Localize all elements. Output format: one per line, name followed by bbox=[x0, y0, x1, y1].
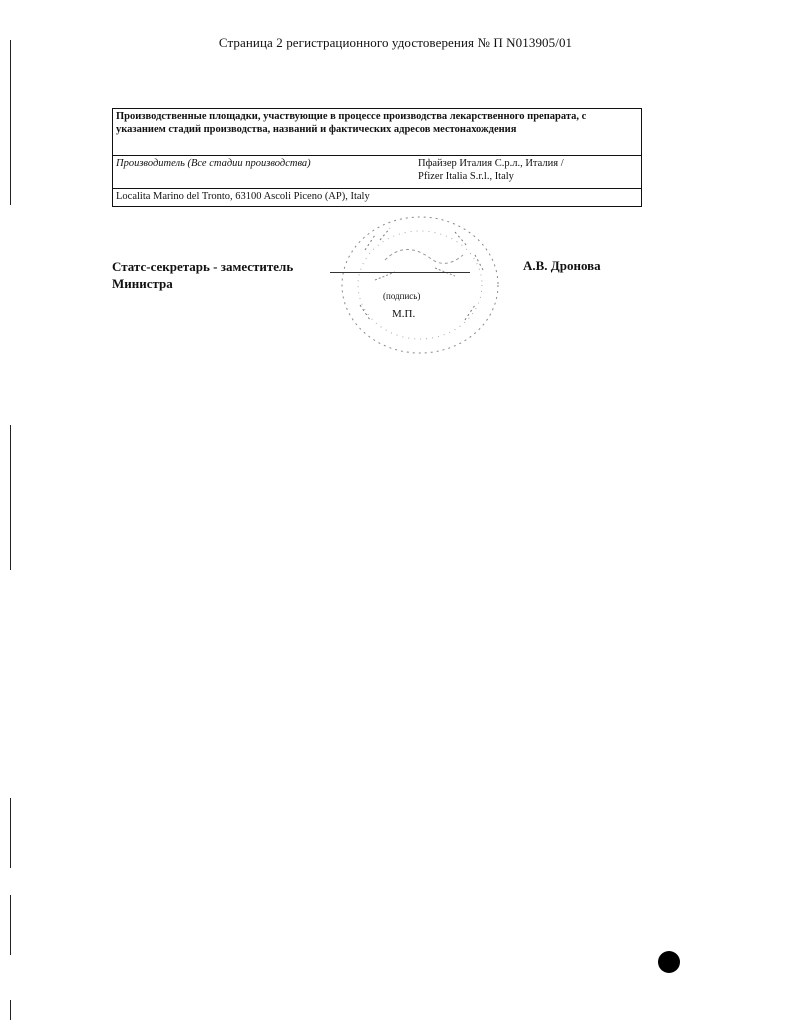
production-sites-table bbox=[112, 108, 642, 207]
scan-edge-artifact bbox=[10, 895, 11, 955]
scan-dot-artifact bbox=[658, 951, 680, 973]
page-header: Страница 2 регистрационного удостоверения № П N013905/01 bbox=[218, 35, 573, 50]
scan-edge-artifact bbox=[10, 40, 11, 205]
signer-name: А.В. Дронова bbox=[523, 258, 601, 273]
manufacturer-name-cell bbox=[415, 156, 642, 189]
official-seal-stamp bbox=[335, 210, 505, 360]
signatory-position bbox=[112, 258, 293, 292]
scan-edge-artifact bbox=[10, 425, 11, 570]
seal-label: М.П. bbox=[392, 308, 416, 320]
table-header-cell: Производственные площадки, участвующие в процессе производства лекарственного препарата, с указанием стадий производства, названий и фактических адресов местонахождения bbox=[113, 109, 642, 156]
manufacturer-name-en: Pfizer Italia S.r.l., Italy bbox=[418, 171, 514, 182]
position-line-1: Статс-секретарь - заместитель bbox=[112, 259, 294, 274]
address-cell: Localita Marino del Tronto, 63100 Ascoli Piceno (AP), Italy bbox=[113, 189, 642, 207]
signature-line bbox=[330, 272, 470, 273]
position-line-2: Министра bbox=[112, 276, 173, 291]
signature-caption: (подпись) bbox=[383, 291, 421, 301]
scan-edge-artifact bbox=[10, 798, 11, 868]
manufacturer-role-cell: Производитель (Все стадии производства) bbox=[113, 156, 416, 189]
manufacturer-name-ru: Пфайзер Италия С.р.л., Италия / bbox=[418, 158, 564, 169]
scan-edge-artifact bbox=[10, 1000, 11, 1020]
